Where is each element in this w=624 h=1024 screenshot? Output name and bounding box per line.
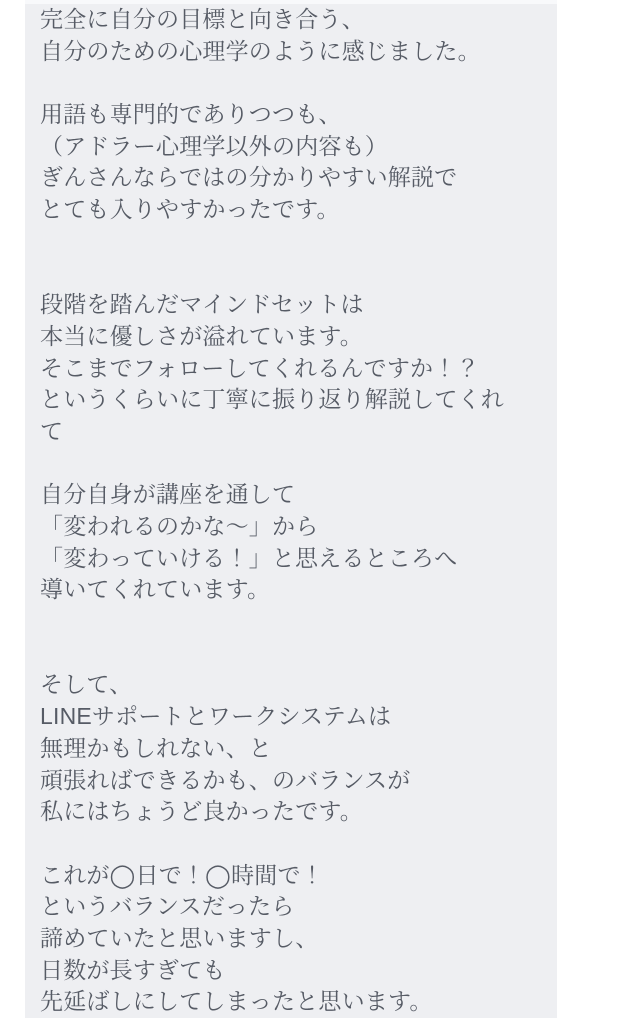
text-line	[40, 226, 547, 258]
text-line	[40, 258, 547, 290]
text-line: というバランスだったら	[40, 893, 295, 920]
text-line: 自分自身が講座を通して	[40, 481, 296, 508]
text-line: 「変われるのかな〜」から	[40, 513, 319, 539]
text-line: 用語も専門的でありつつも、	[40, 101, 342, 128]
text-line	[40, 638, 547, 670]
text-line: 私にはちょうど良かったです。	[40, 798, 363, 825]
text-line: 先延ばしにしてしまったと思います。	[40, 988, 433, 1015]
text-line: LINEサポートとワークシステムは	[40, 703, 392, 730]
text-line	[40, 606, 547, 638]
text-line	[40, 828, 547, 860]
text-line: とても入りやすかったです。	[40, 196, 340, 223]
text-line: これが◯日で！◯時間で！	[40, 861, 324, 888]
text-line: 本当に優しさが溢れています。	[40, 322, 363, 349]
text-line: 段階を踏んだマインドセットは	[40, 291, 364, 318]
text-line: 日数が長すぎても	[40, 956, 226, 983]
message-panel	[25, 0, 557, 1018]
text-line: て	[40, 417, 64, 444]
text-line: 諦めていたと思いますし、	[40, 924, 319, 951]
text-line: 導いてくれています。	[40, 576, 271, 603]
text-line: ぎんさんならではの分かりやすい解説で	[40, 164, 458, 191]
text-line: というくらいに丁寧に振り返り解説してくれ	[40, 386, 504, 413]
text-line: 無理かもしれない、と	[40, 734, 272, 761]
text-line	[40, 448, 547, 480]
text-line: 完全に自分の目標と向き合う、	[40, 6, 365, 32]
message-text	[40, 4, 547, 1018]
text-line: （アドラー心理学以外の内容も）	[40, 132, 388, 159]
text-line: 「変わっていける！」と思えるところへ	[40, 544, 458, 571]
text-line: そこまでフォローしてくれるんですか！？	[40, 354, 480, 381]
text-line: そして、	[40, 671, 133, 698]
text-line: 自分のための心理学のように感じました。	[40, 37, 481, 64]
text-line	[40, 67, 547, 99]
text-line: 頑張ればできるかも、のバランスが	[40, 766, 411, 793]
